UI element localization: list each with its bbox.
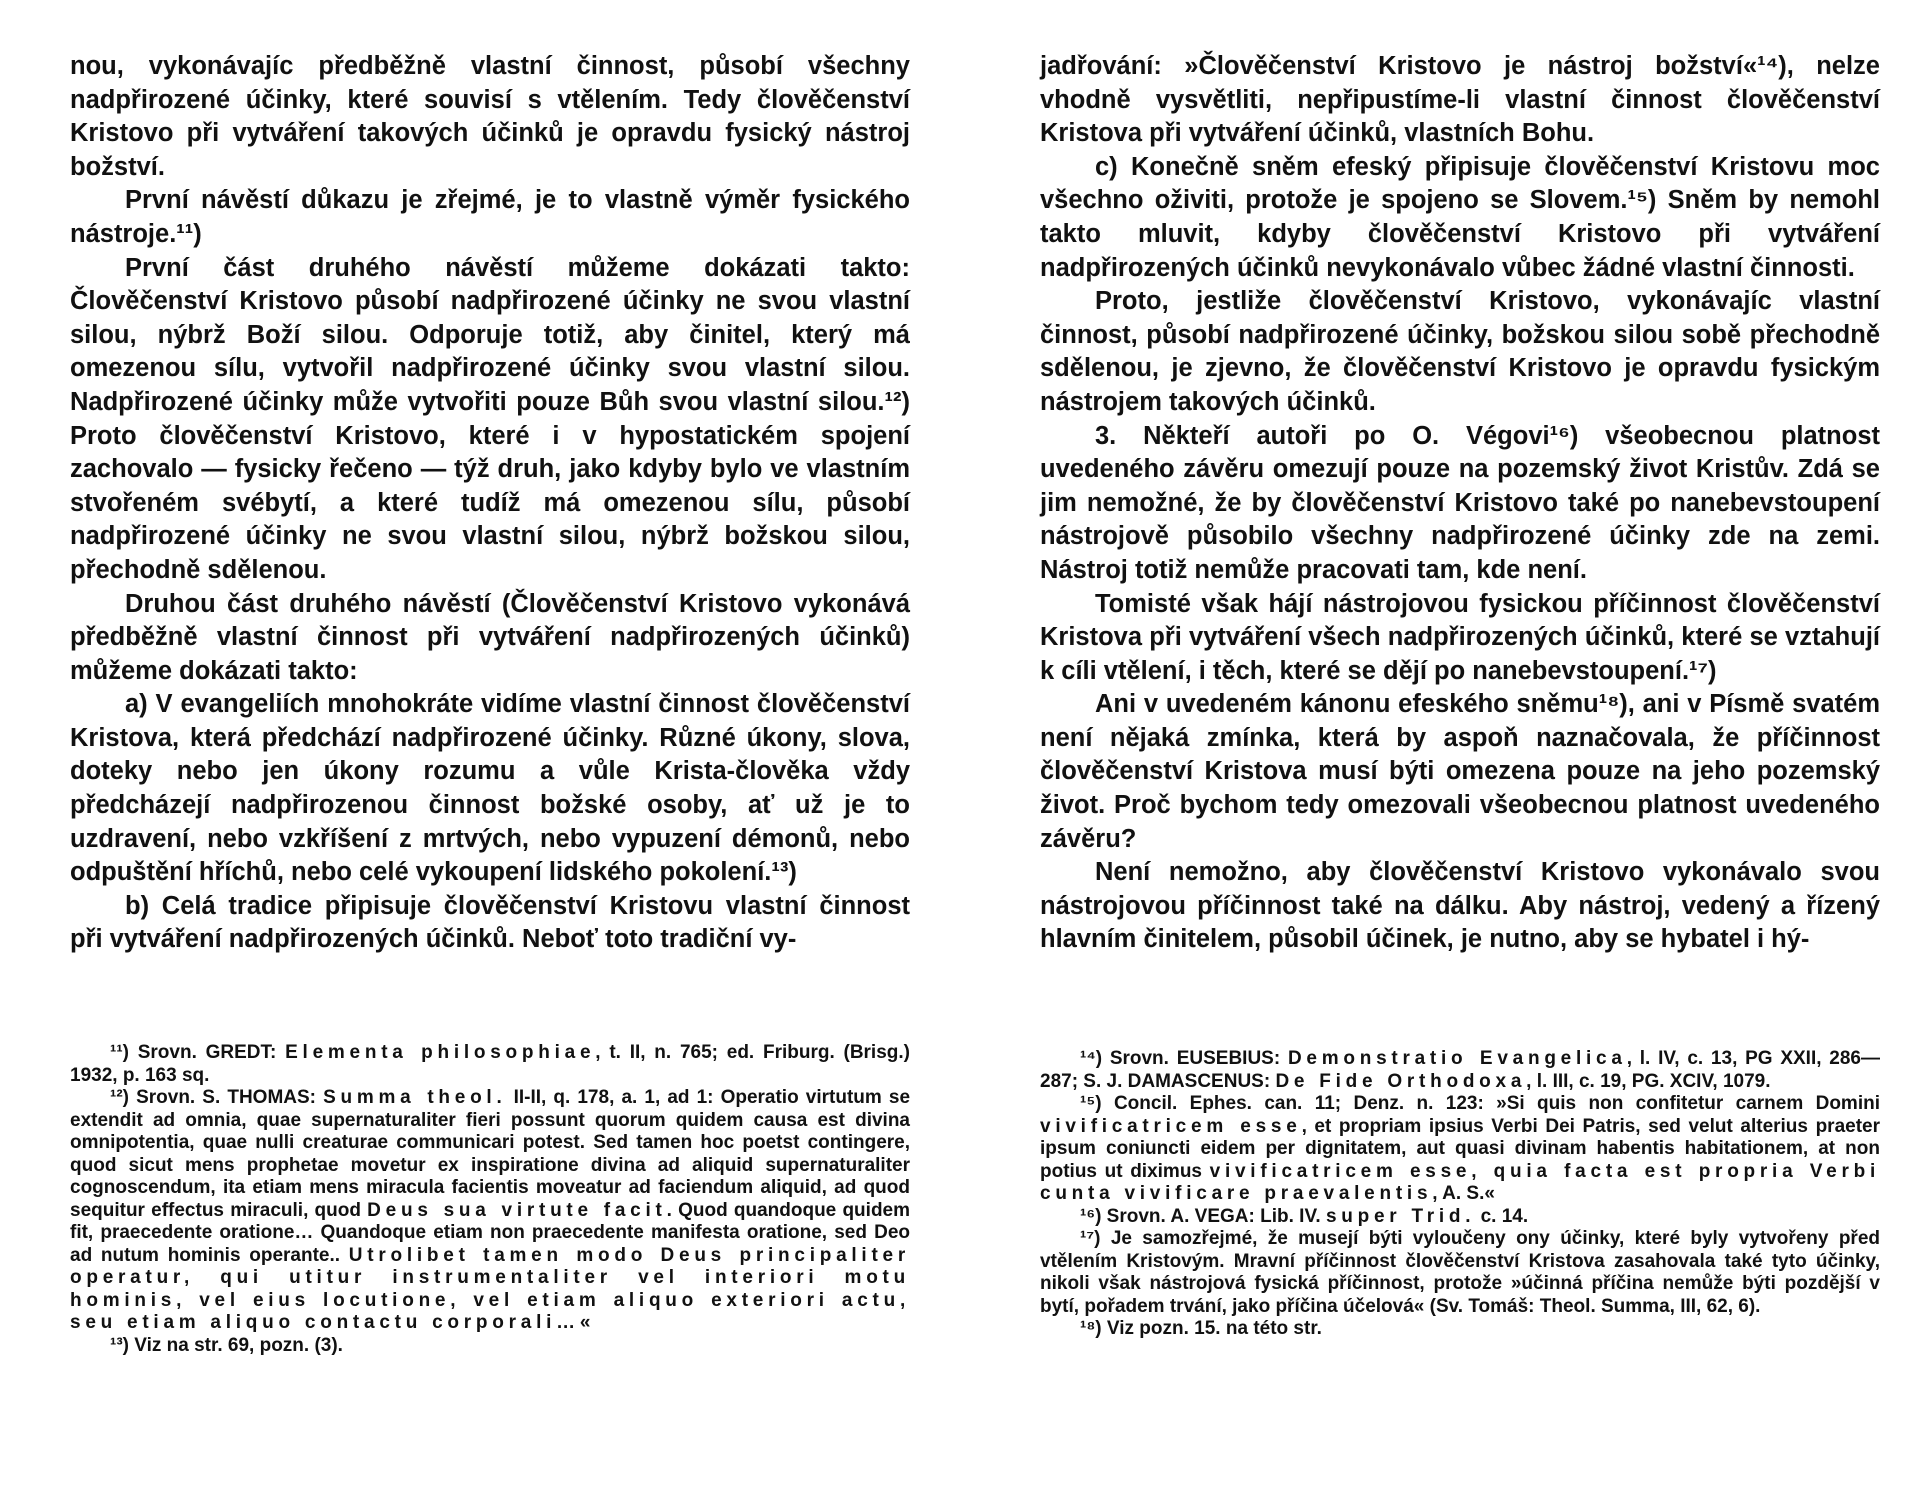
right-paragraph-3: Proto, jestliže člověčenství Kristovo, vykonávajíc vlastní činnost, působí nadpřirozené účinky, božskou silou sobě přechodně sdělenou, je zjevno, že člověčenství Kristovo je opravdu fysickým nástrojem takových účinků. [1040,287,1880,416]
footnote-13: ¹³) Viz na str. 69, pozn. (3). [110,1334,343,1356]
footnote-12: ¹²) Srovn. S. THOMAS: Summa theol. II-II, q. 178, a. 1, ad 1: Operatio virtutum se extendit ad omnia, quae supernaturaliter fieri possunt quorum quidem causa est divina omnipotentia, quae nulli creaturae communicari potest. Sed tamen hoc poetst contingere, quod sicut mens prophetae movetur ex inspiratione divina ad aliquid supernaturaliter cognoscendum, ita etiam mens miracula facientis moveatur ad faciendum aliquid, ad quod sequitur effectus miraculi, quod Deus sua virtute facit. Quod quandoque quidem fit, praecedente oratione… Quandoque etiam non praecedente manifesta oratione, sed Deo ad nutum hominis operante.. Utrolibet tamen modo Deus principaliter operatur, qui utitur instrumentaliter vel interiori motu hominis, vel eius locutione, vel etiam aliquo exteriori actu, seu etiam aliquo contactu corporali…« [70,1087,911,1333]
left-paragraph-3: První část druhého návěstí můžeme dokázati takto: Člověčenství Kristovo působí nadpřirozené účinky ne svou vlastní silou, nýbrž Boží silou. Odporuje totiž, aby činitel, který má omezenou sílu, vytvořil nadpřirozené účinky svou vlastní silou. Nadpřirozené účinky může vytvořiti pouze Bůh svou vlastní silou.¹²) Proto člověčenství Kristovo, které i v hypostatickém spojení zachovalo — fysicky řečeno — týž druh, jako kdyby bylo ve vlastním stvořeném svébytí, a které tudíž má omezenou sílu, působí nadpřirozené účinky ne svou vlastní silou, nýbrž božskou silou, přechodně sdělenou. [70,253,910,584]
footnote-18: ¹⁸) Viz pozn. 15. na této str. [1080,1318,1322,1339]
footnote-14: ¹⁴) Srovn. EUSEBIUS: Demonstratio Evangelica, l. IV, c. 13, PG XXII, 286—287; S. J. DAMASCENUS: De Fide Orthodoxa, l. III, c. 19, PG. XCIV, 1079. [1040,1048,1880,1092]
left-page [70,50,911,1356]
left-paragraph-1: nou, vykonávajíc předběžně vlastní činnost, působí všechny nadpřirozené účinky, které souvisí s vtělením. Tedy člověčenství Kristovo při vytváření takových účinků je opravdu fysický nástroj božství. [70,52,910,181]
footnote-15: ¹⁵) Concil. Ephes. can. 11; Denz. n. 123: »Si quis non confitetur carnem Domini vivificatricem esse, et propriam ipsius Verbi Dei Patris, sed velut alterius praeter ipsum coniuncti eidem per dignitatem, aut quasi divinam habentis habitationem, at non potius ut diximus vivificatricem esse, quia facta est propria Verbi cunta vivificare praevalentis, A. S.« [1040,1093,1880,1204]
right-paragraph-4: 3. Někteří autoři po O. Végovi¹⁶) všeobecnou platnost uvedeného závěru omezují pouze na pozemský život Kristův. Zdá se jim nemožné, že by člověčenství Kristovo také po nanebevstoupení nástrojově působilo všechny nadpřirozené účinky zde na zemi. Nástroj totiž nemůže pracovati tam, kde není. [1040,421,1880,584]
right-paragraph-7: Není nemožno, aby člověčenství Kristovo vykonávalo svou nástrojovou příčinnost také na dálku. Aby nástroj, vedený a řízený hlavním činitelem, působil účinek, je nutno, aby se hybatel i hý- [1040,858,1880,954]
right-paragraph-1: jadřování: »Člověčenství Kristovo je nástroj božství«¹⁴), nelze vhodně vysvětliti, nepřipustíme-li vlastní činnost člověčenství Kristova při vytváření účinků, vlastních Bohu. [1040,52,1880,148]
right-paragraph-2: c) Konečně sněm efeský připisuje člověčenství Kristovu moc všechno oživiti, protože je spojeno se Slovem.¹⁵) Sněm by nemohl takto mluvit, kdyby člověčenství Kristovo při vytváření nadpřirozených účinků nevykonávalo vůbec žádné vlastní činnosti. [1040,152,1880,282]
right-body-text [1040,50,1880,957]
left-body-text [70,50,910,957]
right-paragraph-5: Tomisté však hájí nástrojovou fysickou příčinnost člověčenství Kristova při vytváření všech nadpřirozených účinků, které se vztahují k cíli vtělení, i těch, které se dějí po nanebevstoupení.¹⁷) [1040,589,1880,685]
left-paragraph-2: První návěstí důkazu je zřejmé, je to vlastně výměr fysického nástroje.¹¹) [70,186,910,248]
left-paragraph-4: Druhou část druhého návěstí (Člověčenství Kristovo vykonává předběžně vlastní činnost při vytváření nadpřirozených účinků) můžeme dokázati takto: [70,589,910,685]
footnote-17: ¹⁷) Je samozřejmé, že musejí býti vyloučeny ony účinky, které byly vytvořeny před vtělením Kristovým. Mravní příčinnost člověčenství Kristova zasahovala také tyto účinky, nikoli však nástrojová fysická příčinnost, protože »účinná příčina nemůže býti pozdější v bytí, pořadem trvání, jako příčina účelová« (Sv. Tomáš: Theol. Summa, III, 62, 6). [1040,1228,1880,1317]
footnote-16: ¹⁶) Srovn. A. VEGA: Lib. IV. super Trid. c. 14. [1080,1205,1529,1227]
footnote-11: ¹¹) Srovn. GREDT: Elementa philosophiae, t. II, n. 765; ed. Friburg. (Brisg.) 1932, p. 163 sq. [70,1042,910,1086]
left-footnotes [70,1042,910,1357]
left-paragraph-6: b) Celá tradice připisuje člověčenství Kristovu vlastní činnost při vytváření nadpřirozených účinků. Neboť toto tradiční vy- [70,891,910,954]
right-page [1040,50,1880,1339]
right-footnotes [1040,1048,1880,1341]
left-paragraph-5: a) V evangeliích mnohokráte vidíme vlastní činnost člověčenství Kristova, která předchází nadpřirozené účinky. Různé úkony, slova, doteky nebo jen úkony rozumu a vůle Krista-člověka vždy předcházejí nadpřirozenou činnost božské osoby, ať už je to uzdravení, nebo vzkříšení z mrtvých, nebo vypuzení démonů, nebo odpuštění hříchů, nebo celé vykoupení lidského pokolení.¹³) [70,690,910,887]
right-paragraph-6: Ani v uvedeném kánonu efeského sněmu¹⁸), ani v Písmě svatém není nějaká zmínka, která by aspoň naznačovala, že příčinnost člověčenství Kristova musí býti omezena pouze na jeho pozemský život. Proč bychom tedy omezovali všeobecnou platnost uvedeného závěru? [1040,690,1880,853]
